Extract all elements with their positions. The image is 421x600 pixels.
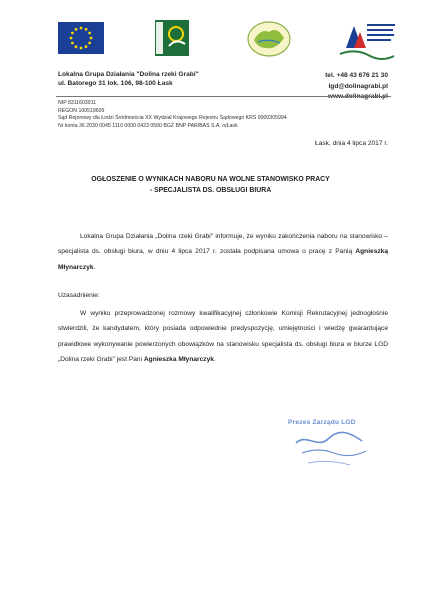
phone-number: tel. +48 43 676 21 30	[325, 72, 388, 79]
leader-logo	[155, 20, 189, 56]
organization-name: Lokalna Grupa Działania "Dolina rzeki Grabi"	[58, 71, 199, 78]
bank-account: Nr konta 36 2030 0045 1110 0000 0423 0500 BGŻ BNP PARIBAS S.A. o/Łask	[58, 122, 238, 129]
announcement-subtitle: - SPECJALISTA DS. OBSŁUGI BIURA	[149, 187, 272, 194]
justification-label: Uzasadnienie:	[58, 292, 100, 299]
prow-logo	[336, 18, 396, 64]
announcement-title: OGŁOSZENIE O WYNIKACH NABORU NA WOLNE STANOWISKO PRACY	[91, 176, 330, 183]
employee-name: Agnieszką Młynarczyk	[58, 248, 388, 271]
announcement-paragraph: Lokalna Grupa Działania „Dolina rzeki Grabi" informuje, że wyniku zakończenia naboru na stanowisko – specjalista ds. obsługi biura, w dniu 4 lipca 2017 r. została podpisana umowa o pracę z Panią Agnieszką Młynarczyk.	[58, 233, 388, 271]
registry-info	[58, 100, 287, 130]
email-address: lgd@dolinagrabi.pl	[328, 82, 388, 90]
place-and-date: Łask, dnia 4 lipca 2017 r.	[315, 140, 388, 147]
court-registry: Sąd Rejonowy dla Łodzi Śródmieścia XX Wydział Krajowego Rejestru Sądowego KRS 0000305994	[58, 115, 287, 122]
stamp-title: Prezes Zarządu LGD	[288, 419, 356, 426]
justification-paragraph: W wyniku przeprowadzonej rozmowy kwalifikacyjnej członkowie Komisji Rekrutacyjnej jednogłośnie stwierdzili, że kandydatem, który posiada odpowiednie predyspozycję, umiejętności i wiedzę gwarantujące prawidłowe wykonywanie powierzonych obowiązków na stanowisku specjalista ds. obsługi biura w biurze LGD „Dolina rzeki Grabi" jest Pani Agnieszka Młynarczyk.	[58, 310, 388, 364]
eu-flag-logo	[58, 22, 104, 54]
employee-name-2: Agnieszka Młynarczyk	[143, 356, 214, 364]
signature-stamp	[288, 419, 373, 475]
website-url	[325, 92, 388, 103]
organization-address: ul. Batorego 31 lok. 106, 98-100 Łask	[58, 80, 173, 87]
lgd-dolina-grabi-logo	[246, 20, 292, 58]
contact-block	[325, 71, 388, 103]
regon: REGON 100519609	[58, 107, 105, 114]
nip: NIP 8311603911	[58, 100, 97, 106]
header-divider	[56, 96, 391, 97]
